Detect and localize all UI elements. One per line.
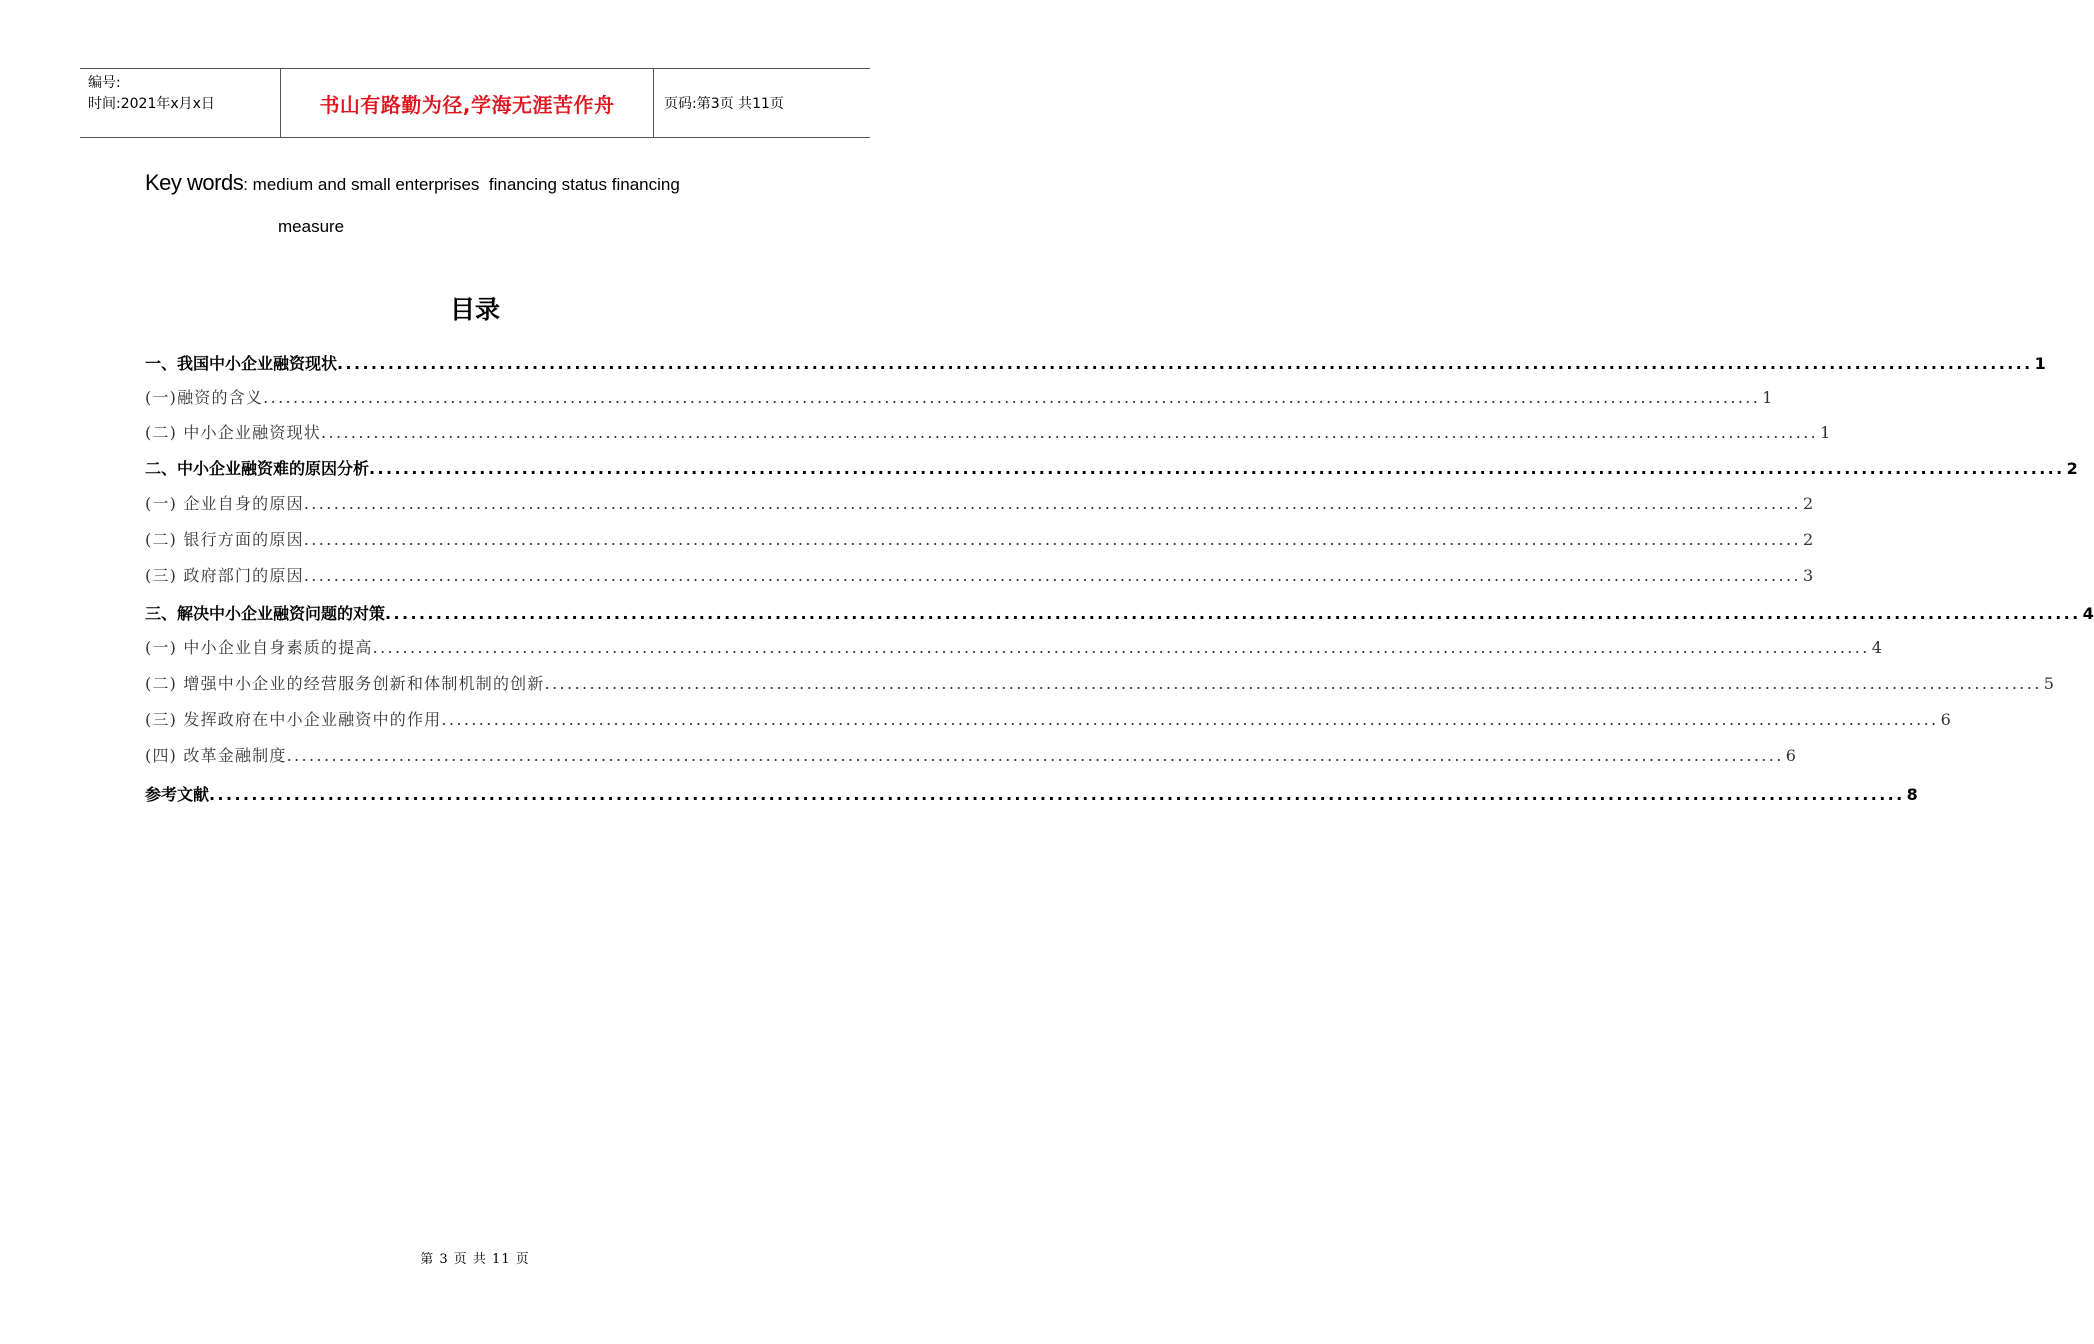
toc-dot-leader: ........................................................................................................................................................................................................	[263, 388, 1761, 407]
header-motto: 书山有路勤为径,学海无涯苦作舟	[319, 92, 615, 117]
toc-dot-leader: ........................................................................................................................................................................................................	[286, 746, 1784, 765]
toc-entry-page-number: 8	[1906, 785, 1918, 804]
toc-entry-title: 参考文献	[145, 785, 210, 804]
toc-entry[interactable]	[145, 351, 2046, 374]
toc-entry-page-number: 6	[1940, 710, 1952, 729]
toc-entry-page-number: 6	[1785, 746, 1798, 765]
toc-dot-leader: ........................................................................................................................................................................................................	[372, 638, 1870, 657]
toc-entry-title: 二、中小企业融资难的原因分析	[145, 459, 370, 478]
keywords-line-1	[145, 166, 825, 202]
toc-entry-title: 三、解决中小企业融资问题的对策	[145, 604, 386, 623]
header-page-info-cell	[654, 69, 870, 137]
toc-entry-title: (二) 银行方面的原因	[145, 530, 304, 549]
toc-entry-page-number: 3	[1802, 566, 1815, 585]
toc-entry[interactable]	[145, 671, 2056, 694]
toc-entry-title: (二) 中小企业融资现状	[145, 423, 321, 442]
toc-dot-leader: ........................................................................................................................................................................................................	[369, 459, 2065, 478]
toc-title: 目录	[449, 295, 500, 324]
toc-entry[interactable]	[145, 527, 1815, 550]
toc-entry-title: (三) 发挥政府在中小企业融资中的作用	[145, 710, 442, 729]
toc-entry-title: (二) 增强中小企业的经营服务创新和体制机制的创新	[145, 674, 545, 693]
keywords-text-line-1: medium and small enterprises financing status financing	[247, 175, 680, 194]
toc-entry-page-number: 1	[1820, 423, 1832, 442]
toc-entry[interactable]	[145, 635, 1884, 658]
toc-entry-page-number: 2	[1802, 530, 1815, 549]
toc-entry-page-number: 1	[2034, 354, 2046, 373]
keywords-section	[145, 166, 825, 244]
header-motto-cell	[281, 69, 654, 137]
toc-entry-page-number: 1	[1762, 388, 1774, 407]
toc-entry[interactable]	[145, 782, 1918, 805]
toc-entry-title: (一) 企业自身的原因	[145, 494, 304, 513]
toc-dot-leader: ........................................................................................................................................................................................................	[303, 530, 1801, 549]
toc-entry-title: 一、我国中小企业融资现状	[145, 354, 338, 373]
toc-entry-page-number: 5	[2043, 674, 2056, 693]
toc-dot-leader: ........................................................................................................................................................................................................	[337, 354, 2033, 373]
keywords-separator: :	[243, 175, 248, 194]
toc-dot-leader: ........................................................................................................................................................................................................	[320, 423, 1819, 442]
toc-entry-page-number: 2	[2066, 459, 2078, 478]
keywords-text-line-2: measure	[278, 217, 345, 236]
header-page-info: 页码:第3页 共11页	[664, 96, 784, 112]
toc-dot-leader: ........................................................................................................................................................................................................	[441, 710, 1939, 729]
toc-dot-leader: ........................................................................................................................................................................................................	[209, 785, 1905, 804]
toc-dot-leader: ........................................................................................................................................................................................................	[385, 604, 2081, 623]
toc-entry-title: (三) 政府部门的原因	[145, 566, 304, 585]
page-footer: 第 3 页 共 11 页	[420, 1252, 530, 1267]
toc-entry-page-number: 4	[2082, 604, 2094, 623]
toc-entry[interactable]	[145, 707, 1952, 730]
header-meta	[80, 69, 281, 137]
toc-entry-title: (四) 改革金融制度	[145, 746, 287, 765]
toc-entry[interactable]	[145, 385, 1774, 408]
toc-entry[interactable]	[145, 743, 1798, 766]
toc-entry-title: (一) 中小企业自身素质的提高	[145, 638, 373, 657]
toc-entry-title: (一)融资的含义	[145, 388, 264, 407]
document-number-label: 编号:	[88, 75, 121, 91]
document-header	[80, 68, 870, 138]
toc-entry-page-number: 4	[1871, 638, 1884, 657]
toc-entry-page-number: 2	[1802, 494, 1815, 513]
toc-entry[interactable]	[145, 420, 1832, 443]
toc-dot-leader: ........................................................................................................................................................................................................	[544, 674, 2042, 693]
toc-entry[interactable]	[145, 491, 1815, 514]
toc-entry[interactable]	[145, 456, 2078, 479]
toc-entry[interactable]	[145, 563, 1815, 586]
toc-dot-leader: ........................................................................................................................................................................................................	[303, 566, 1801, 585]
toc-entry[interactable]	[145, 601, 2094, 624]
keywords-label: Key words	[145, 170, 244, 195]
toc-dot-leader: ........................................................................................................................................................................................................	[303, 494, 1801, 513]
document-time-label: 时间:2021年x月x日	[88, 96, 215, 112]
